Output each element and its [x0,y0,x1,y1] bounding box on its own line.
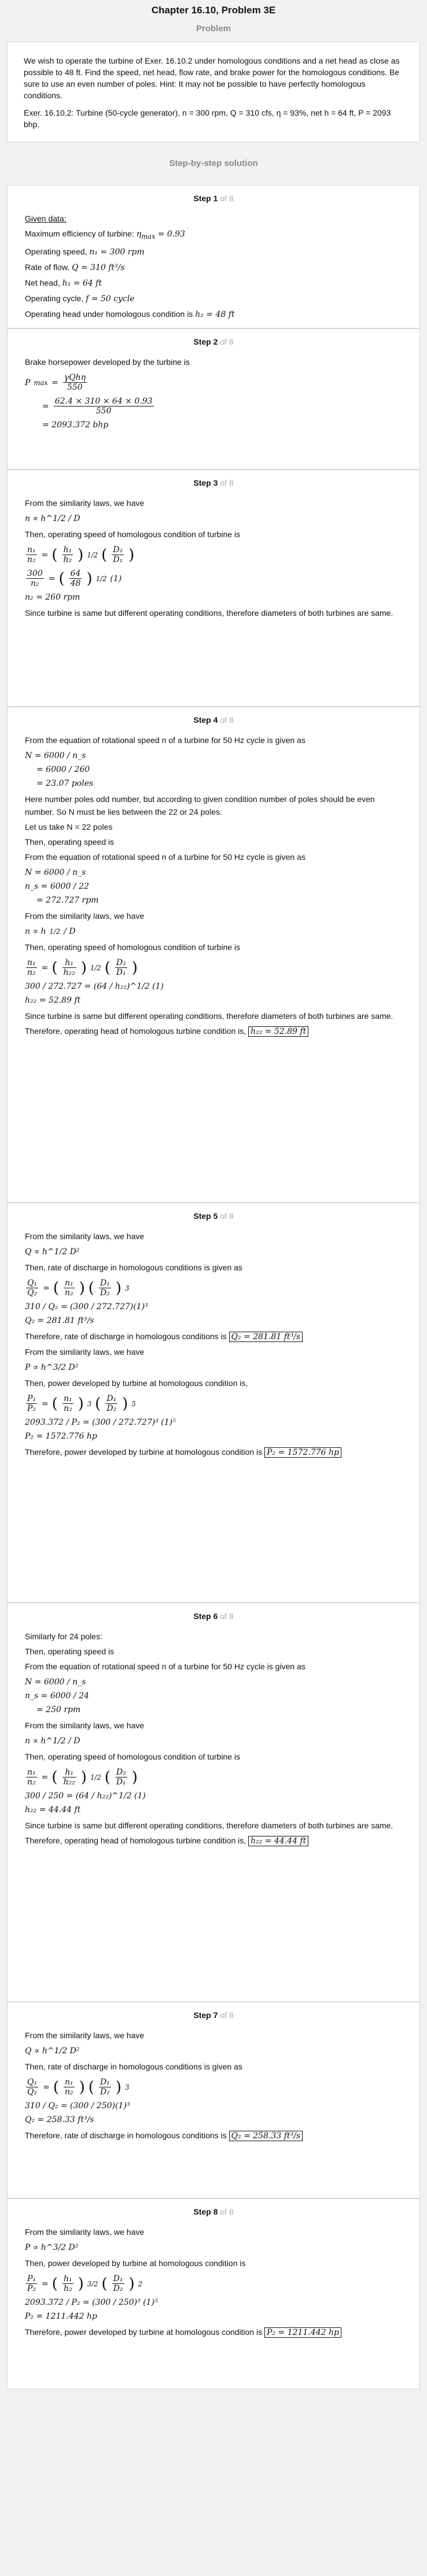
answer-box-flow-22: Q₂ = 281.81 ft³/s [229,1332,303,1342]
problem-label: Problem [196,24,231,34]
given-data-label: Given data: [25,214,67,223]
step-5-card: Step 5 of 8 From the similarity laws, we have Q ∝ h^1/2 D² Then, rate of discharge in homologous conditions is given as $\frac{\text{Q₁}}{\text{Q₂}}$ = ( $\frac{\text{n₁}}{\text{n₂}}$ ) ( $\frac{\text{D₁}}{\text{D₂}}$ ) 3 310 / Q₂ = (300 / 272.727)(1)³ Q₂ = 281.81 ft³/s Therefore, rate of discharge in homologous conditions is Q₂ = 281.81 ft³/s From the similarity laws, we have P ∝ h^3/2 D² Then, power developed by turbine at homologous condition is, $\frac{\text{P₁}}{\text{P₂}}$ = ( $\frac{\text{n₁}}{\text{n₂}}$ ) 3 ( $\frac{\text{D₁}}{\text{D₂}}$ ) 5 2093.372 / P₂ = (300 / 272.727)³ (1)⁵ P₂ = 1572.776 hp Therefore, power developed by turbine at homologous condition is P₂ = 1572.776 hp [7,1203,420,1603]
answer-box-power-24: P₂ = 1211.442 hp [264,2327,341,2338]
step-6-title: Step 6 of 8 [193,1612,234,1621]
answer-box-flow-24: Q₂ = 258.33 ft³/s [229,2131,303,2141]
step-8-title: Step 8 of 8 [193,2207,234,2216]
problem-text: We wish to operate the turbine of Exer. 16.10.2 under homologous conditions and a net head as close as possible to 48 ft. Find the speed, net head, flow rate, and brake power for the homologous conditions. Be sure to use an even number of poles. Hint: It may not be possible to have perfectly homologous conditions. [24,56,400,100]
step-7-card: Step 7 of 8 From the similarity laws, we have Q ∝ h^1/2 D² Then, rate of discharge in homologous conditions is given as $\frac{\text{Q₁}}{\text{Q₂}}$ = ( $\frac{\text{n₁}}{\text{n₂}}$ ) ( $\frac{\text{D₁}}{\text{D₂}}$ ) 3 310 / Q₂ = (300 / 250)(1)³ Q₂ = 258.33 ft³/s Therefore, rate of discharge in homologous conditions is Q₂ = 258.33 ft³/s [7,2002,420,2198]
answer-box-head-24: h₂₂ = 44.44 ft [248,1836,308,1846]
problem-card [7,42,420,142]
step-4-title: Step 4 of 8 [193,715,234,725]
step-1-title: Step 1 of 8 [193,194,234,203]
chapter-title: Chapter 16.10, Problem 3E [151,5,276,16]
step-7-title: Step 7 of 8 [193,2010,234,2020]
step-4-card: Step 4 of 8 From the equation of rotational speed n of a turbine for 50 Hz cycle is given as N = 6000 / n_s = 6000 / 260 = 23.07 poles Here number poles odd number, but according to given condition number of poles should be even number. So N must be lies between the 22 or 24 poles. Let us take N = 22 poles Then, operating speed is From the equation of rotational speed n of a turbine for 50 Hz cycle is given as N = 6000 / n_s n_s = 6000 / 22 = 272.727 rpm From the similarity laws, we have n ∝ h 1/2 / D Then, operating speed of homologous condition of turbine is $\frac{\text{n₁}}{\text{n₂}}$ = ( $\frac{\text{h₁}}{\text{h₂₂}}$ ) 1/2 ( $\frac{\text{D₂}}{\text{D₁}}$ ) 300 / 272.727 = (64 / h₂₂)^1/2 (1) h₂₂ = 52.89 ft Since turbine is same but different operating conditions, therefore diameters of both turbines are same. Therefore, operating head of homologous turbine condition is, h₂₂ = 52.89 ft [7,707,420,1203]
answer-box-power-22: P₂ = 1572.776 hp [264,1447,341,1458]
step-2-intro: Brake horsepower developed by the turbine is [25,357,190,367]
step-5-title: Step 5 of 8 [193,1211,234,1221]
solution-label: Step-by-step solution [169,158,258,168]
answer-box-head-22: h₂₂ = 52.89 ft [248,1026,308,1037]
problem-given: Exer. 16.10.2: Turbine (50-cycle generator), n = 300 rpm, Q = 310 cfs, η = 93%, net h = 64 ft, P = 2093 bhp. [24,108,391,129]
step-3-title: Step 3 of 8 [193,478,234,487]
step-1-card: Step 1 of 8 Given data: Maximum efficiency of turbine: $\eta_{max} = 0.93$ Operating speed, n₁ = 300 rpm Rate of flow, Q = 310 ft³/s Net head, h₁ = 64 ft Operating cycle, f = 50 cycle Operating head under homologous condition is h₂ = 48 ft [7,185,420,328]
step-3-card: Step 3 of 8 From the similarity laws, we have n ∝ h^1/2 / D Then, operating speed of homologous condition of turbine is $\frac{\text{n₁}}{\text{n₂}}$ = ( $\frac{\text{h₁}}{\text{h₂}}$ ) 1/2 ( $\frac{\text{D₂}}{\text{D₁}}$ ) $\frac{300}{\text{n₂}}$ = ( $\frac{64}{48}$ ) 1/2 (1) n₂ = 260 rpm Since turbine is same but different operating conditions, therefore diameters of both turbines are same. [7,470,420,707]
step-2-title: Step 2 of 8 [193,337,234,346]
step-8-card: Step 8 of 8 From the similarity laws, we have P ∝ h^3/2 D² Then, power developed by turbine at homologous condition is $\frac{\text{P₁}}{\text{P₂}}$ = ( $\frac{\text{h₁}}{\text{h₂}}$ ) 3/2 ( $\frac{\text{D₁}}{\text{D₂}}$ ) 2 2093.372 / P₂ = (300 / 250)³ (1)⁵ P₂ = 1211.442 hp Therefore, power developed by turbine at homologous condition is P₂ = 1211.442 hp [7,2198,420,2389]
step-6-card: Step 6 of 8 Similarly for 24 poles: Then, operating speed is From the equation of rotational speed n of a turbine for 50 Hz cycle is given as N = 6000 / n_s n_s = 6000 / 24 = 250 rpm From the similarity laws, we have n ∝ h^1/2 / D Then, operating speed of homologous condition of turbine is $\frac{\text{n₁}}{\text{n₂}}$ = ( $\frac{\text{h₁}}{\text{h₂₂}}$ ) 1/2 ( $\frac{\text{D₂}}{\text{D₁}}$ ) 300 / 250 = (64 / h₂₂)^1/2 (1) h₂₂ = 44.44 ft Since turbine is same but different operating conditions, therefore diameters of both turbines are same. Therefore, operating head of homologous turbine condition is, h₂₂ = 44.44 ft [7,1603,420,2002]
step-2-card: Step 2 of 8 Brake horsepower developed by the turbine is P max = $\frac{\text{γQhη}}{550}$ = $\frac{62.4 \times 310 \times 64 \times 0.93}{550}$ = 2093.372 bhp [7,328,420,470]
